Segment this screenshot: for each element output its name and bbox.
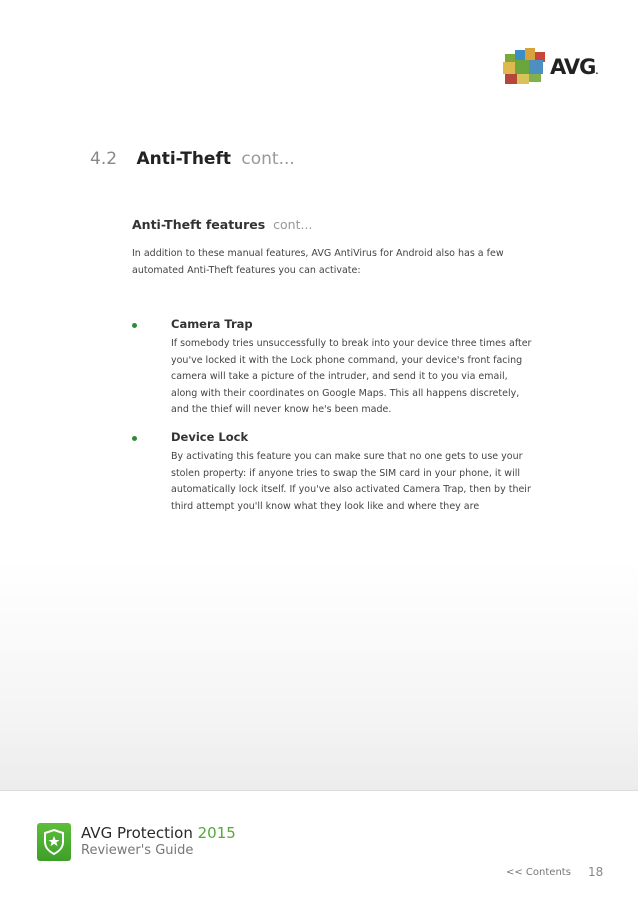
feature-title: Device Lock	[171, 430, 249, 444]
bullet-icon	[132, 323, 137, 328]
footer-guide-label: Reviewer's Guide	[81, 843, 194, 858]
subsection-title: Anti-Theft features	[132, 217, 266, 232]
contents-link[interactable]: << Contents	[506, 867, 571, 878]
product-year: 2015	[197, 824, 236, 842]
section-title: Anti-Theft	[136, 149, 231, 169]
shield-icon	[37, 823, 71, 861]
avg-logo-icon	[501, 44, 549, 90]
bullet-icon	[132, 436, 137, 441]
footer-product-title	[81, 824, 236, 842]
feature-line: along with their coordinates on Google Maps. This all happens discretely,	[171, 387, 520, 399]
feature-line: third attempt you'll know what they look like and where they are	[171, 500, 480, 512]
logo-wordmark: AVG.	[550, 55, 599, 79]
page-number: 18	[588, 865, 604, 879]
product-name: AVG Protection	[81, 824, 193, 842]
section-number: 4.2	[90, 149, 118, 169]
feature-line: and the thief will never know he's been made.	[171, 404, 392, 415]
feature-line: By activating this feature you can make sure that no one gets to use your	[171, 451, 523, 462]
feature-line: you've locked it with the Lock phone command, your device's front facing	[171, 354, 523, 366]
feature-description	[171, 336, 547, 419]
page-background-fade	[0, 560, 638, 790]
intro-paragraph	[132, 245, 552, 279]
feature-line: camera will take a picture of the intruder, and send it to you via email,	[171, 371, 508, 382]
subsection-heading	[132, 217, 312, 232]
intro-line: automated Anti-Theft features you can activate:	[132, 265, 361, 276]
footer-divider	[0, 790, 638, 791]
feature-line: If somebody tries unsuccessfully to break into your device three times after	[171, 338, 532, 349]
feature-title: Camera Trap	[171, 317, 253, 331]
avg-logo	[501, 44, 605, 90]
shield-badge	[37, 823, 71, 861]
feature-line: stolen property: if anyone tries to swap the SIM card in your phone, it will	[171, 467, 520, 479]
subsection-cont: cont...	[273, 217, 313, 232]
section-heading	[90, 149, 295, 169]
feature-description	[171, 449, 547, 515]
feature-line: automatically lock itself. If you've also activated Camera Trap, then by their	[171, 484, 531, 495]
intro-line: In addition to these manual features, AVG AntiVirus for Android also has a few	[132, 248, 504, 259]
section-cont: cont...	[241, 149, 295, 169]
